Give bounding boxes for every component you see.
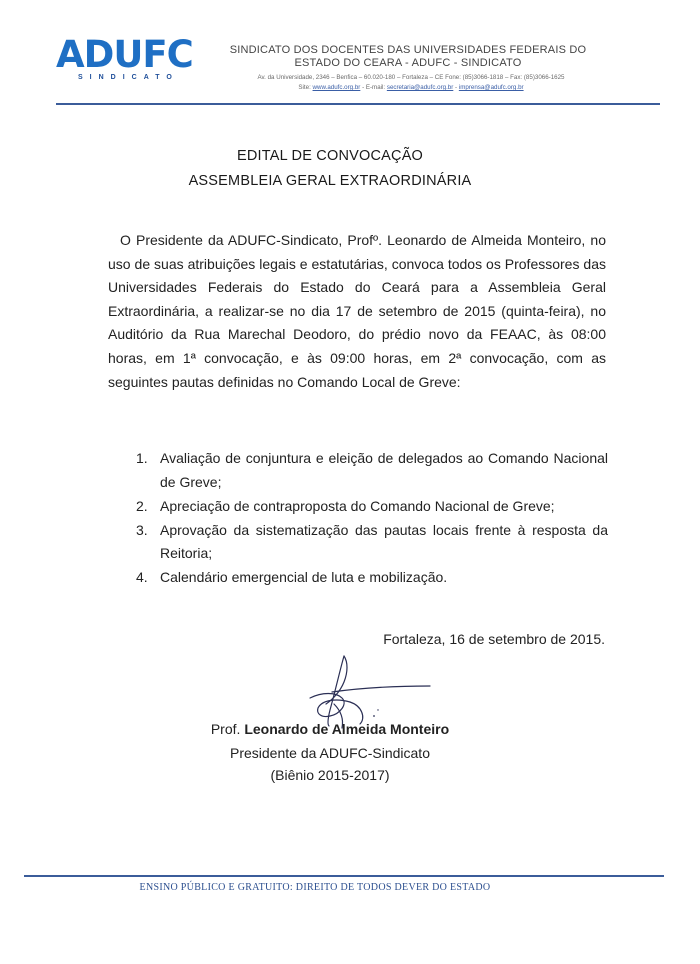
logo-text: ADUFC (56, 33, 193, 76)
email-label: - E-mail: (362, 84, 386, 91)
place-date: Fortaleza, 16 de setembro de 2015. (383, 631, 605, 647)
list-item-text: Avaliação de conjuntura e eleição de delegados ao Comando Nacional de Greve; (160, 450, 608, 490)
org-name-line1: SINDICATO DOS DOCENTES DAS UNIVERSIDADES FEDERAIS DO (229, 44, 587, 56)
list-item-text: Aprovação da sistematização das pautas locais frente à resposta da Reitoria; (160, 521, 608, 562)
signatory-role: Presidente da ADUFC-Sindicato (230, 745, 430, 761)
address-line: Av. da Universidade, 2346 – Benfica – 60.020-180 – Fortaleza – CE Fone: (85)3066-1818 – Fax: (85)3066-1625 (257, 74, 565, 81)
list-item (136, 447, 608, 494)
list-item-number: 4. (136, 569, 148, 586)
list-item (136, 519, 608, 566)
signatory-name (180, 721, 480, 737)
list-item (136, 495, 608, 519)
document-title: EDITAL DE CONVOCAÇÃO (236, 148, 424, 164)
adufc-logo (56, 33, 196, 82)
email-link-imprensa[interactable]: imprensa@adufc.org.br (458, 84, 524, 91)
signatory-term: (Biênio 2015-2017) (270, 767, 390, 783)
site-link[interactable]: www.adufc.org.br (312, 84, 361, 91)
footer-divider (24, 875, 664, 877)
list-item-text: Calendário emergencial de luta e mobilização. (160, 569, 448, 586)
email-separator: - (455, 84, 458, 91)
body-paragraph: O Presidente da ADUFC-Sindicato, Profº. Leonardo de Almeida Monteiro, no uso de suas atribuições legais e estatutárias, convoca todos os Professores das Universidades Federais do Estado do Ceará para a Assembleia Geral Extraordinária, a realizar-se no dia 17 de setembro de 2015 (quinta-feira), no Auditório da Rua Marechal Deodoro, do prédio novo da FEAAC, às 08:00 horas, em 1ª convocação, e às 09:00 horas, em 2ª convocação, com as seguintes pautas definidas no Comando Local de Greve: (108, 232, 606, 390)
signatory-full-name: Leonardo de Almeida Monteiro (244, 721, 450, 737)
header-divider (56, 103, 660, 105)
list-item-number: 2. (136, 497, 148, 514)
address-block (196, 73, 626, 93)
list-item-number: 1. (136, 450, 148, 466)
contact-line (196, 83, 626, 93)
footer-motto: ENSINO PÚBLICO E GRATUITO: DIREITO DE TODOS DEVER DO ESTADO (139, 882, 491, 893)
signatory-prefix: Prof. (210, 721, 245, 737)
agenda-list (136, 447, 608, 590)
list-item-number: 3. (136, 521, 148, 538)
org-name (218, 44, 598, 70)
list-item (136, 566, 608, 590)
handwritten-signature (270, 652, 440, 732)
email-link-secretaria[interactable]: secretaria@adufc.org.br (386, 84, 454, 91)
document-subtitle: ASSEMBLEIA GERAL EXTRAORDINÁRIA (188, 173, 472, 189)
site-label: Site: (298, 84, 311, 91)
list-item-text: Apreciação de contraproposta do Comando Nacional de Greve; (160, 497, 555, 514)
logo-subtext: SINDICATO (78, 74, 179, 81)
org-name-line2: ESTADO DO CEARA - ADUFC - SINDICATO (294, 57, 522, 69)
